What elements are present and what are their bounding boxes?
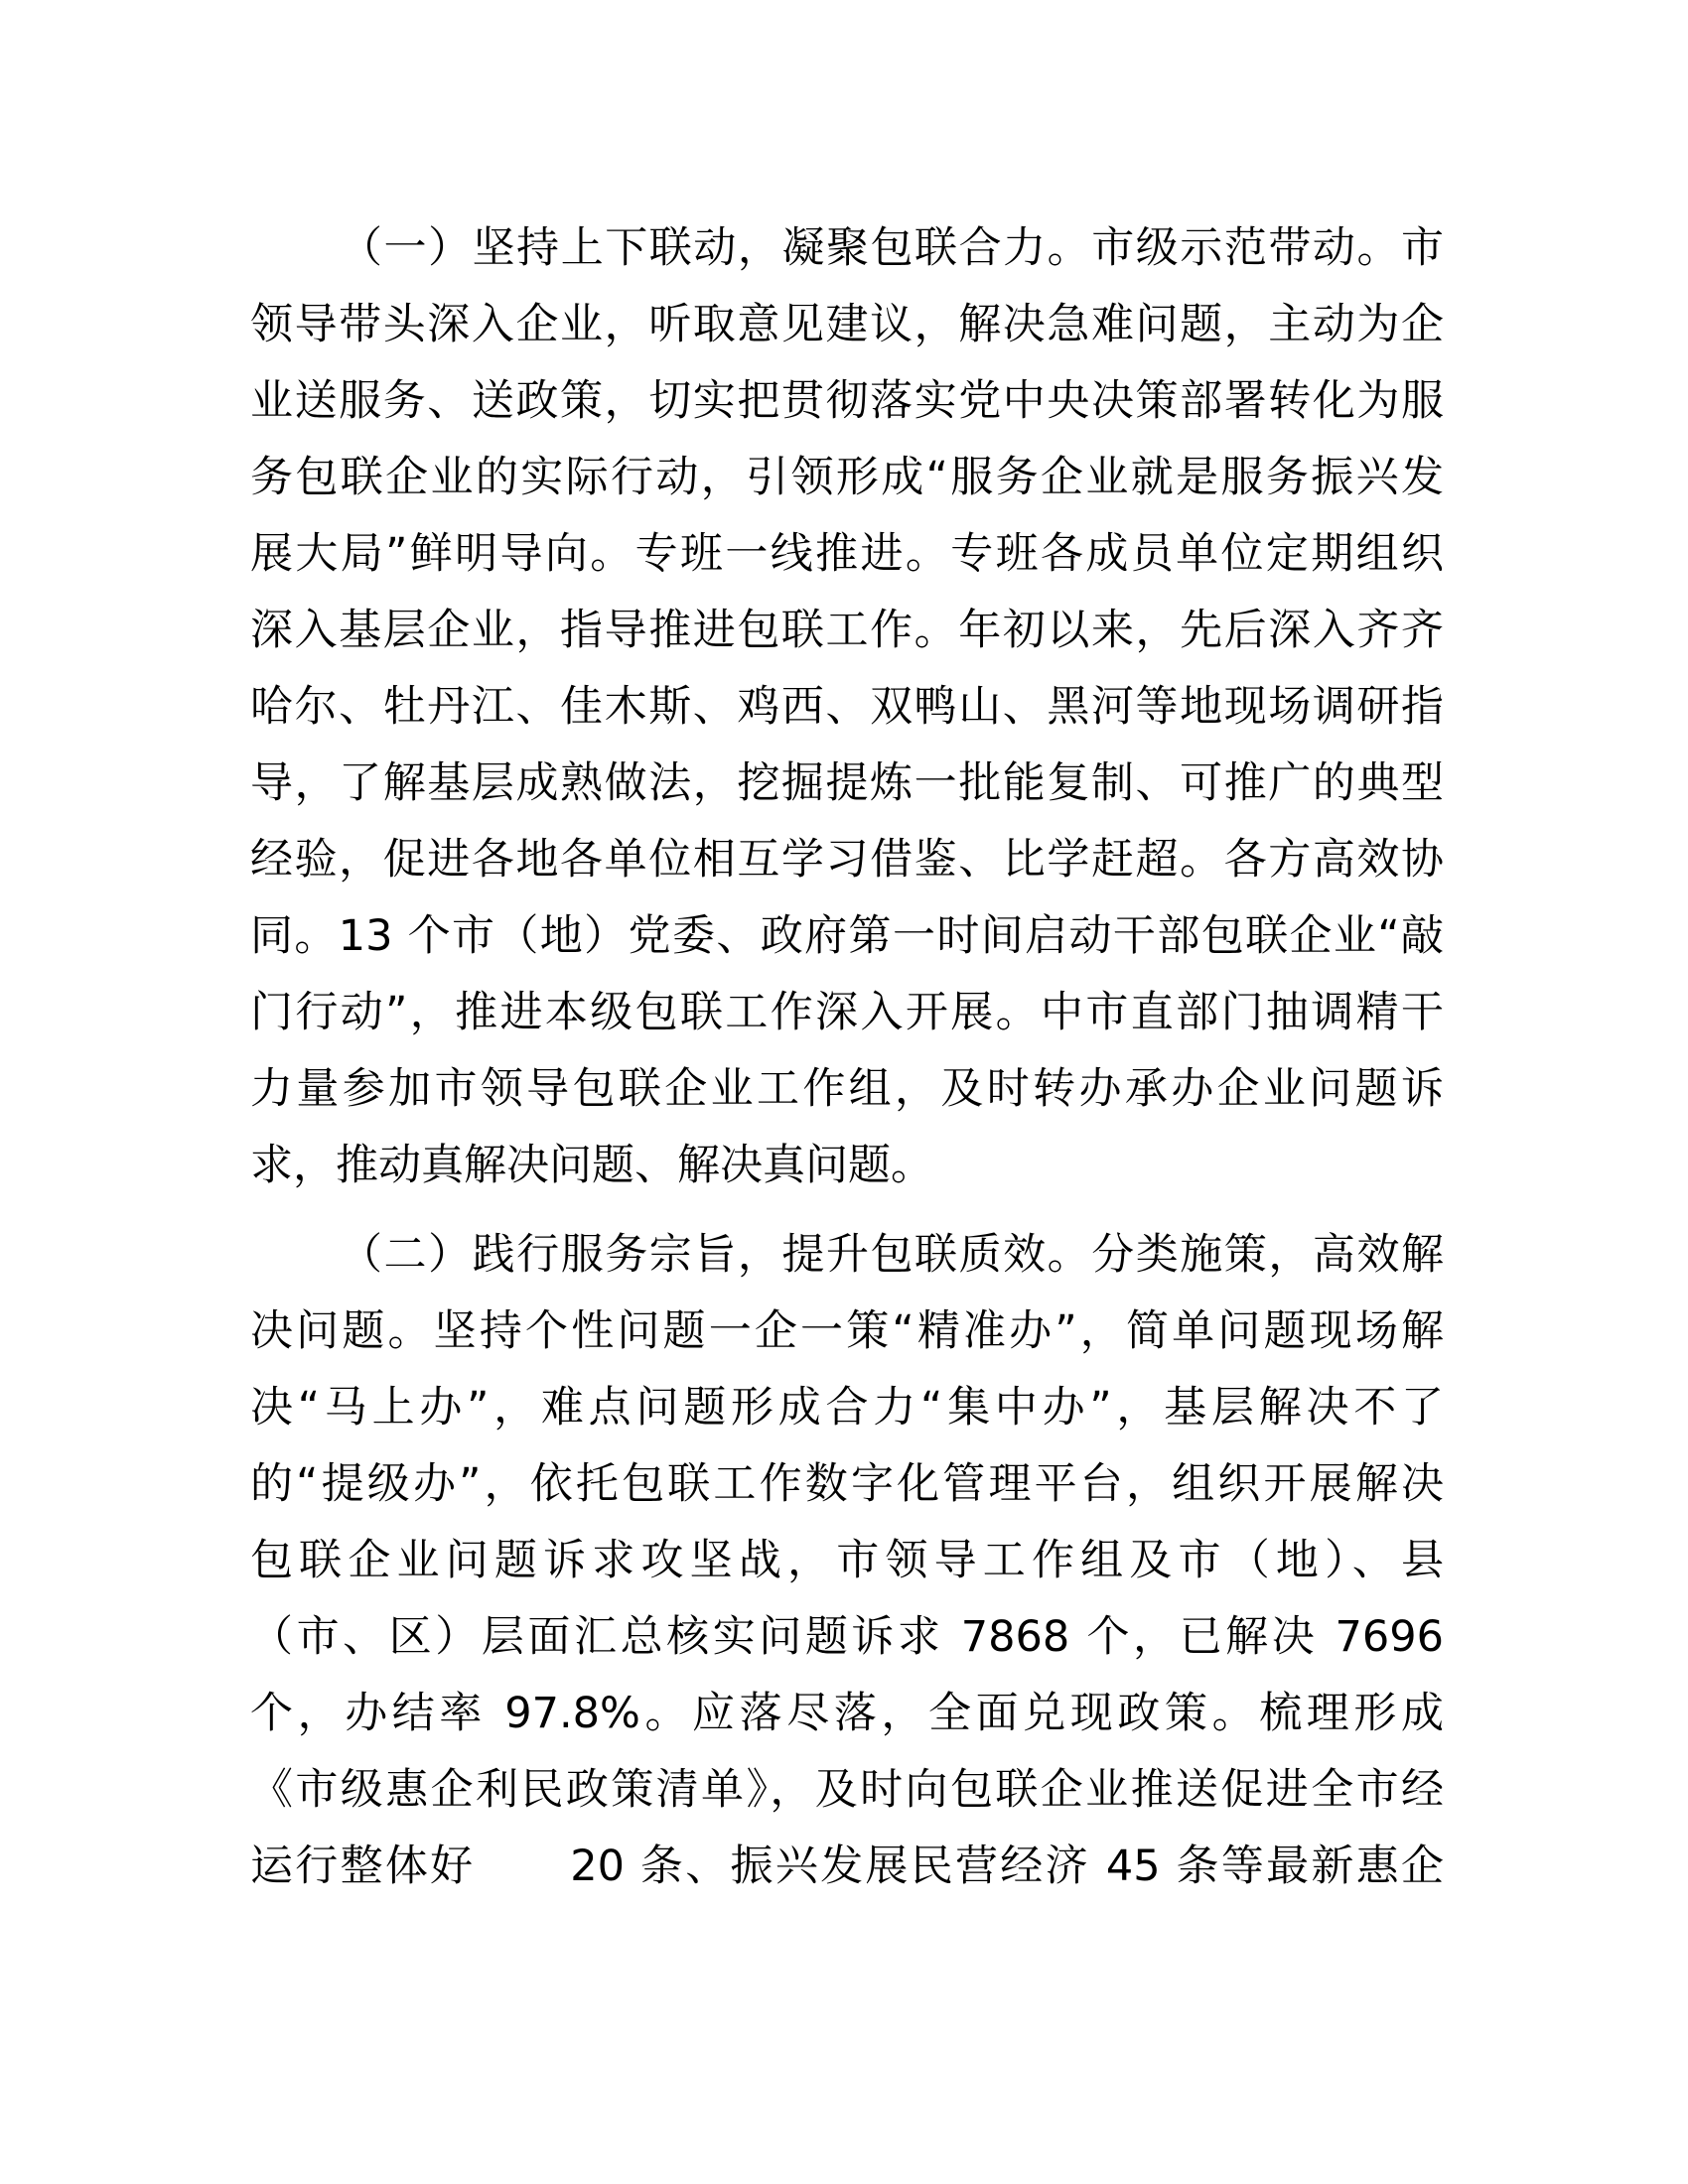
text-line: 同。13 个市（地）党委、政府第一时间启动干部包联企业“敲 bbox=[250, 911, 1444, 961]
paragraph-2 bbox=[250, 1217, 1444, 1905]
text-line: 个，办结率 97.8%。应落尽落，全面兑现政策。梳理形成 bbox=[250, 1689, 1444, 1738]
text-line: 决“马上办”，难点问题形成合力“集中办”，基层解决不了 bbox=[250, 1383, 1444, 1433]
text-line: 求，推动真解决问题、解决真问题。 bbox=[250, 1141, 933, 1190]
text-line: （市、区）层面汇总核实问题诉求 7868 个，已解决 7696 bbox=[250, 1612, 1444, 1662]
text-line: 《市级惠企利民政策清单》，及时向包联企业推送促进全市经 bbox=[250, 1765, 1444, 1815]
text-line: 领导带头深入企业，听取意见建议，解决急难问题，主动为企 bbox=[250, 300, 1444, 349]
text-line: 经验，促进各地各单位相互学习借鉴、比学赶超。各方高效协 bbox=[250, 835, 1444, 885]
text-line: （一）坚持上下联动，凝聚包联合力。市级示范带动。市 bbox=[340, 223, 1444, 273]
text-line: 决问题。坚持个性问题一企一策“精准办”，简单问题现场解 bbox=[250, 1306, 1444, 1356]
text-line: 业送服务、送政策，切实把贯彻落实党中央决策部署转化为服 bbox=[250, 376, 1444, 426]
text-line: 展大局”鲜明导向。专班一线推进。专班各成员单位定期组织 bbox=[250, 529, 1444, 579]
text-line: 门行动”，推进本级包联工作深入开展。中市直部门抽调精干 bbox=[250, 988, 1444, 1037]
text-line: （二）践行服务宗旨，提升包联质效。分类施策，高效解 bbox=[340, 1230, 1444, 1280]
text-line: 导，了解基层成熟做法，挖掘提炼一批能复制、可推广的典型 bbox=[250, 758, 1444, 808]
text-line: 的“提级办”，依托包联工作数字化管理平台，组织开展解决 bbox=[250, 1459, 1444, 1509]
text-line: 哈尔、牡丹江、佳木斯、鸡西、双鸭山、黑河等地现场调研指 bbox=[250, 682, 1444, 732]
text-line: 运行整体好 20 条、振兴发展民营经济 45 条等最新惠企 bbox=[250, 1842, 1444, 1891]
text-line: 包联企业问题诉求攻坚战，市领导工作组及市（地）、县 bbox=[250, 1536, 1444, 1585]
text-line: 力量参加市领导包联企业工作组，及时转办承办企业问题诉 bbox=[250, 1064, 1444, 1114]
text-line: 深入基层企业，指导推进包联工作。年初以来，先后深入齐齐 bbox=[250, 606, 1444, 655]
text-line: 务包联企业的实际行动，引领形成“服务企业就是服务振兴发 bbox=[250, 453, 1444, 502]
paragraph-1 bbox=[250, 210, 1444, 1204]
